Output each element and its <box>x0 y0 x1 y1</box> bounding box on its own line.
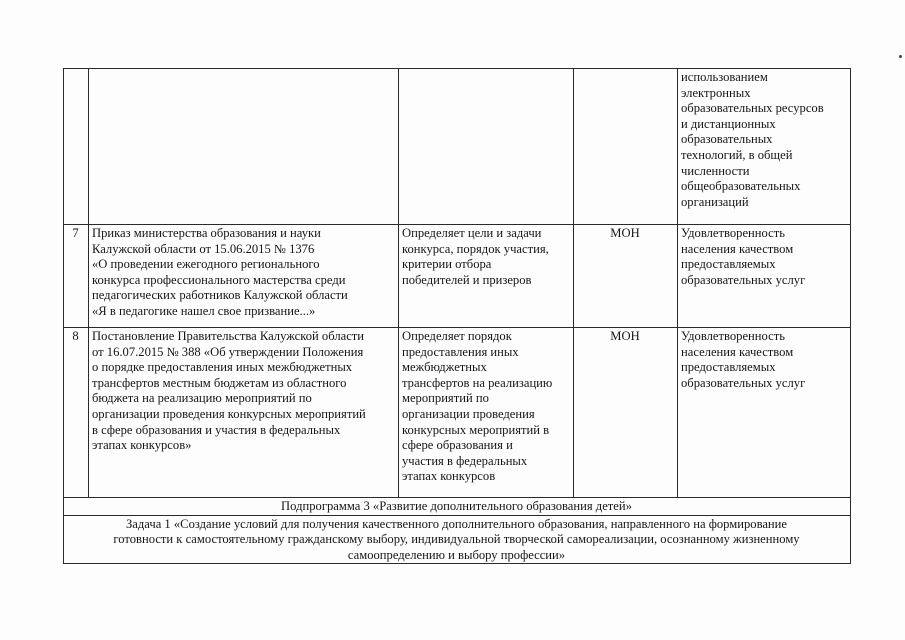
cell-text-line: трансфертов местным бюджетам из областного <box>92 375 347 390</box>
organization-cell: МОН <box>574 225 678 328</box>
scan-speck <box>899 55 902 58</box>
cell-text-line: «Я в педагогике нашел свое призвание...» <box>92 303 316 318</box>
cell-text-line: трансфертов на реализацию <box>402 375 553 390</box>
cell-text-line: образовательных услуг <box>681 375 806 390</box>
cell-text-line: образовательных услуг <box>681 272 806 287</box>
cell-text-line: в сфере образования и участия в федеральных <box>92 422 341 437</box>
task-text-line: Задача 1 «Создание условий для получения качественного дополнительного образования, направленного на формирование <box>125 516 788 531</box>
cell-text-line: предоставляемых <box>681 360 776 375</box>
cell-text-line: организации проведения <box>402 406 535 421</box>
purpose-cell <box>399 328 574 498</box>
document-cell <box>89 225 399 328</box>
cell-text-line: предоставления иных <box>402 344 519 359</box>
cell-text-line: Приказ министерства образования и науки <box>92 226 321 240</box>
table-row <box>64 328 851 498</box>
task-text-line: готовности к самостоятельному гражданскому выбору, индивидуальной творческой самореализации, осознанному жизненному <box>113 532 800 547</box>
subprogram-title: Подпрограмма 3 «Развитие дополнительного образования детей» <box>64 498 851 516</box>
cell-text-line: педагогических работников Калужской области <box>92 288 348 303</box>
organization-cell: МОН <box>574 328 678 498</box>
cell-text-line: «О проведении ежегодного регионального <box>92 257 320 272</box>
row-number <box>64 69 89 225</box>
indicator-cell <box>678 69 851 225</box>
cell-text-line: мероприятий по <box>402 391 489 406</box>
cell-text-line: и дистанционных <box>681 116 776 131</box>
document-cell <box>89 328 399 498</box>
table-row <box>64 69 851 225</box>
cell-text-line: образовательных <box>681 132 773 147</box>
cell-text-line: численности <box>681 163 750 178</box>
cell-text-line: предоставляемых <box>681 257 776 272</box>
subprogram-row <box>64 498 851 516</box>
cell-text-line: Постановление Правительства Калужской области <box>92 329 365 343</box>
cell-text-line: электронных <box>681 85 751 100</box>
cell-text-line: участия в федеральных <box>402 453 528 468</box>
cell-text-line: образовательных ресурсов <box>681 101 824 116</box>
cell-text-line: использованием <box>681 70 768 84</box>
cell-text-line: организации проведения конкурсных мероприятий <box>92 406 366 421</box>
cell-text-line: конкурса, порядок участия, <box>402 241 549 256</box>
cell-text-line: конкурса профессионального мастерства среди <box>92 272 346 287</box>
cell-text-line: межбюджетных <box>402 360 487 375</box>
legal-documents-table <box>63 68 851 564</box>
row-number: 7 <box>64 225 89 328</box>
purpose-cell <box>399 225 574 328</box>
indicator-cell <box>678 328 851 498</box>
cell-text-line: населения качеством <box>681 241 794 256</box>
cell-text-line: бюджета на реализацию мероприятий по <box>92 391 312 406</box>
cell-text-line: организаций <box>681 194 749 209</box>
cell-text-line: Калужской области от 15.06.2015 № 1376 <box>92 241 315 256</box>
task-description <box>64 515 851 564</box>
row-number: 8 <box>64 328 89 498</box>
task-row <box>64 515 851 564</box>
task-text-line: самоопределению и выбору профессии» <box>347 547 566 562</box>
cell-text-line: Определяет порядок <box>402 329 512 343</box>
cell-text-line: общеобразовательных <box>681 179 801 194</box>
cell-text-line: победителей и призеров <box>402 272 532 287</box>
cell-text-line: от 16.07.2015 № 388 «Об утверждении Положения <box>92 344 364 359</box>
cell-text-line: этапах конкурсов» <box>92 438 192 453</box>
indicator-cell <box>678 225 851 328</box>
table-row <box>64 225 851 328</box>
cell-text-line: этапах конкурсов <box>402 469 496 484</box>
cell-text-line: сфере образования и <box>402 438 513 453</box>
organization-cell <box>574 69 678 225</box>
cell-text-line: населения качеством <box>681 344 794 359</box>
cell-text-line: технологий, в общей <box>681 147 793 162</box>
cell-text-line: Определяет цели и задачи <box>402 226 542 240</box>
document-cell <box>89 69 399 225</box>
cell-text-line: Удовлетворенность <box>681 226 785 240</box>
purpose-cell <box>399 69 574 225</box>
cell-text-line: конкурсных мероприятий в <box>402 422 550 437</box>
cell-text-line: критерии отбора <box>402 257 492 272</box>
cell-text-line: о порядке предоставления иных межбюджетных <box>92 360 353 375</box>
cell-text-line: Удовлетворенность <box>681 329 785 343</box>
